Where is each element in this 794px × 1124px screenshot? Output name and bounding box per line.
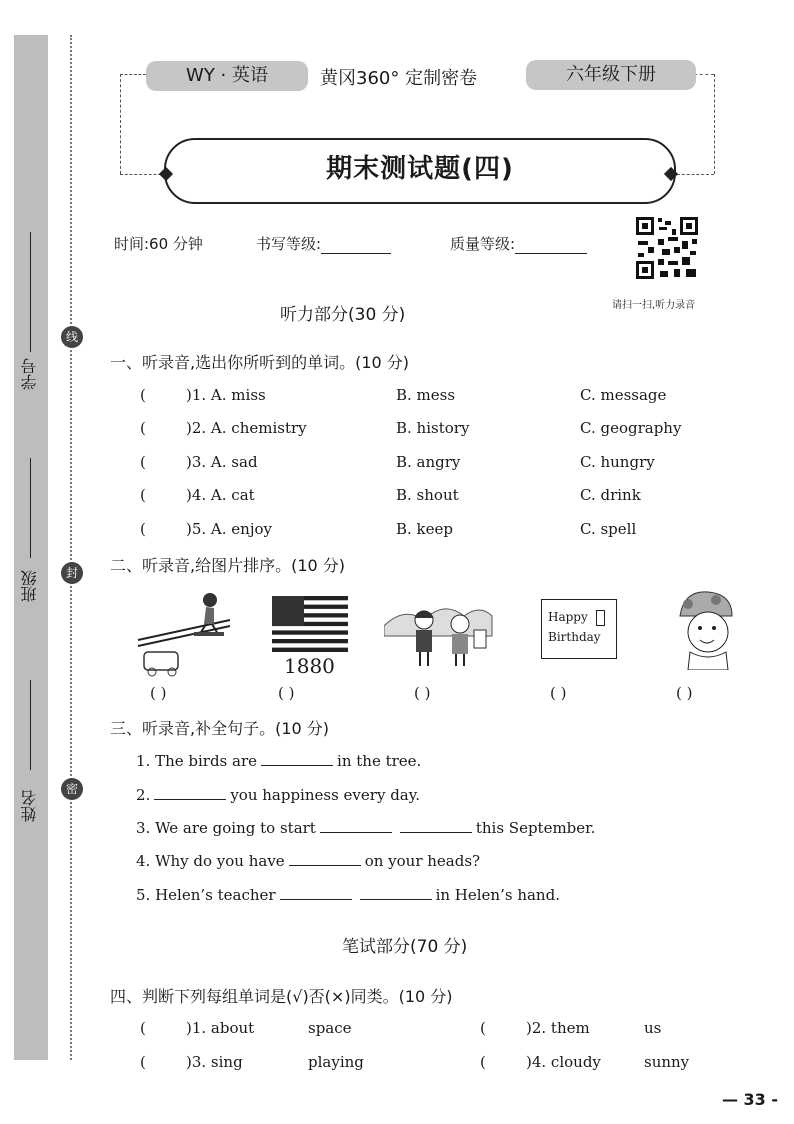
option-c: C. message [580, 386, 667, 404]
card-line-2: Birthday [548, 630, 601, 644]
answer-paren[interactable]: ( [140, 386, 146, 404]
sentence-text: 5. Helen’s teacher [136, 886, 276, 904]
name-line [30, 680, 31, 770]
word-1: )3. sing [186, 1053, 243, 1071]
header-dash [714, 74, 715, 174]
sentence-text: 1. The birds are [136, 752, 258, 770]
class-label: 班级 [20, 570, 39, 602]
order-paren-2[interactable]: ( ) [278, 684, 295, 702]
section4-title: 四、判断下列每组单词是(√)否(×)同类。(10 分) [110, 987, 453, 1006]
binding-strip [14, 35, 48, 1060]
class-line [30, 458, 31, 558]
option-a: )1. A. miss [186, 386, 266, 404]
sentence-3 [136, 818, 595, 837]
listening-heading: 听力部分(30 分) [280, 305, 406, 325]
option-c: C. drink [580, 486, 641, 504]
sentence-2 [136, 785, 420, 804]
sentence-text: in Helen’s hand. [435, 886, 560, 904]
skateboard-boy-picture [134, 590, 234, 680]
option-c: C. geography [580, 419, 682, 437]
answer-blank[interactable] [320, 818, 392, 833]
option-b: B. angry [396, 453, 461, 471]
option-a: )5. A. enjoy [186, 520, 272, 538]
qr-caption: 请扫一扫,听力录音 [612, 300, 696, 311]
page-title: 期末测试题(四) [326, 154, 514, 184]
header-dash [694, 74, 714, 75]
answer-paren[interactable]: ( [140, 1053, 146, 1071]
qr-code-icon[interactable] [634, 215, 700, 281]
word-2: playing [308, 1053, 364, 1071]
header-dash [120, 74, 146, 75]
us-flag-picture [272, 596, 348, 652]
answer-blank[interactable] [261, 751, 333, 766]
sentence-text: in the tree. [337, 752, 422, 770]
sentence-5 [136, 885, 560, 904]
order-paren-3[interactable]: ( ) [414, 684, 431, 702]
option-b: B. history [396, 419, 470, 437]
answer-blank[interactable] [289, 851, 361, 866]
answer-paren[interactable]: ( [480, 1019, 486, 1037]
quality-grade-label: 质量等级: [450, 235, 516, 253]
student-id-label: 学号 [20, 358, 39, 390]
order-paren-1[interactable]: ( ) [150, 684, 167, 702]
answer-blank[interactable] [280, 885, 352, 900]
word-1: )1. about [186, 1019, 255, 1037]
writing-grade [256, 233, 391, 254]
student-id-line [30, 232, 31, 352]
order-paren-4[interactable]: ( ) [550, 684, 567, 702]
answer-paren[interactable]: ( [140, 486, 146, 504]
face-with-hat-picture [672, 586, 738, 670]
answer-blank[interactable] [154, 785, 226, 800]
sentence-text: 2. [136, 786, 151, 804]
birthday-card-picture [541, 599, 617, 659]
writing-grade-label: 书写等级: [256, 235, 322, 253]
answer-blank[interactable] [400, 818, 472, 833]
quality-grade [450, 233, 587, 254]
time-limit: 时间:60 分钟 [114, 235, 203, 253]
option-a: )4. A. cat [186, 486, 255, 504]
sentence-text: 3. We are going to start [136, 819, 316, 837]
order-paren-5[interactable]: ( ) [676, 684, 693, 702]
sentence-text: on your heads? [364, 852, 481, 870]
section3-title: 三、听录音,补全句子。(10 分) [110, 719, 330, 738]
grade-pill: 六年级下册 [526, 60, 696, 90]
candle-icon [596, 610, 605, 626]
answer-paren[interactable]: ( [480, 1053, 486, 1071]
two-girls-picture [384, 596, 494, 670]
card-line-1: Happy [548, 610, 588, 624]
option-b: B. keep [396, 520, 454, 538]
word-2: sunny [644, 1053, 690, 1071]
quality-grade-field[interactable] [515, 237, 587, 254]
writing-grade-field[interactable] [321, 237, 391, 254]
answer-paren[interactable]: ( [140, 520, 146, 538]
option-c: C. hungry [580, 453, 655, 471]
answer-paren[interactable]: ( [140, 419, 146, 437]
word-2: us [644, 1019, 662, 1037]
cut-line [70, 35, 72, 1060]
word-2: space [308, 1019, 352, 1037]
option-b: B. mess [396, 386, 456, 404]
header-dash [120, 74, 121, 174]
section1-title: 一、听录音,选出你所听到的单词。(10 分) [110, 353, 410, 372]
word-1: )4. cloudy [526, 1053, 601, 1071]
option-a: )2. A. chemistry [186, 419, 307, 437]
option-c: C. spell [580, 520, 637, 538]
brand-text: 黄冈360° 定制密卷 [320, 68, 478, 89]
seal-xian: 线 [61, 326, 83, 348]
name-label: 姓名 [20, 790, 39, 822]
page-number: — 33 - [721, 1090, 778, 1109]
seal-mi: 密 [61, 778, 83, 800]
answer-paren[interactable]: ( [140, 1019, 146, 1037]
sentence-text: 4. Why do you have [136, 852, 285, 870]
option-b: B. shout [396, 486, 459, 504]
seal-feng: 封 [61, 562, 83, 584]
writing-heading: 笔试部分(70 分) [342, 937, 468, 957]
sentence-text: you happiness every day. [230, 786, 420, 804]
sentence-4 [136, 851, 480, 870]
answer-blank[interactable] [360, 885, 432, 900]
subject-pill: WY · 英语 [146, 61, 308, 91]
flag-year: 1880 [284, 654, 335, 678]
section2-title: 二、听录音,给图片排序。(10 分) [110, 556, 346, 575]
header-dash [672, 174, 714, 175]
option-a: )3. A. sad [186, 453, 258, 471]
sentence-text: this September. [475, 819, 596, 837]
word-1: )2. them [526, 1019, 590, 1037]
sentence-1 [136, 751, 421, 770]
answer-paren[interactable]: ( [140, 453, 146, 471]
